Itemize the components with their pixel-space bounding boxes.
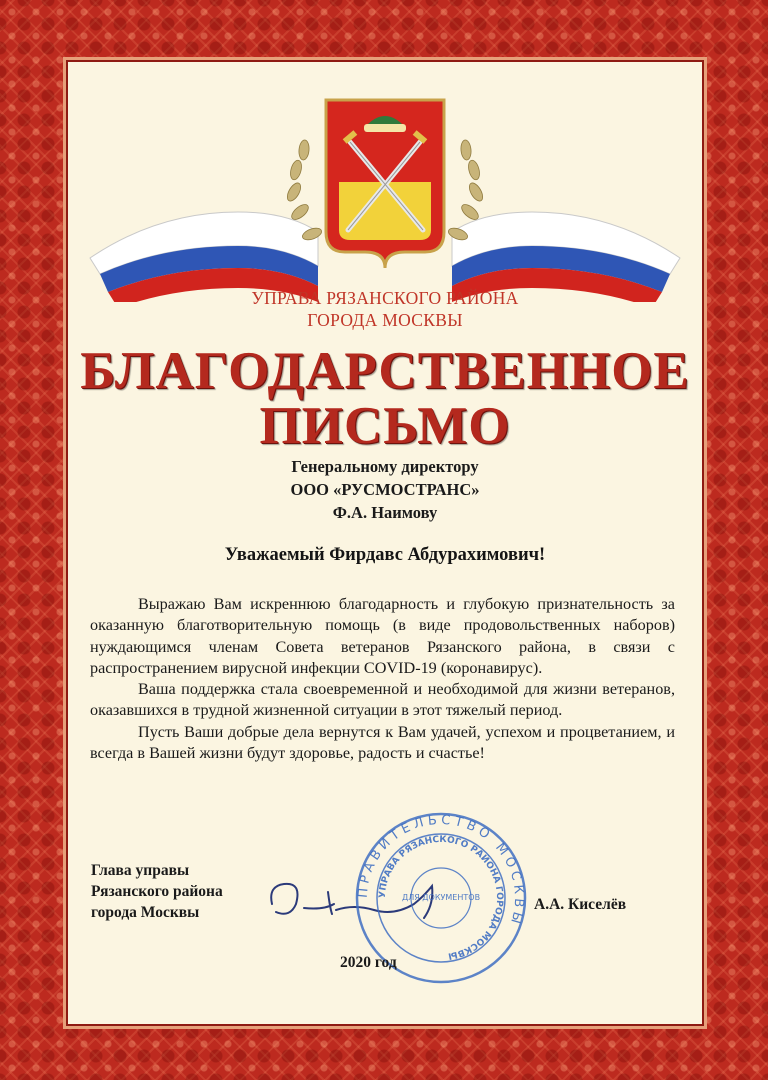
signatory-title-line-3: города Москвы <box>91 904 200 921</box>
signatory-title <box>91 860 223 923</box>
stamp-center-text: ДЛЯ ДОКУМЕНТОВ <box>401 893 481 902</box>
document-title-line-2: ПИСЬМО <box>259 397 511 455</box>
signatory-title-line-1: Глава управы <box>91 862 190 879</box>
addressee-company: ООО «РУСМОСТРАНС» <box>290 480 480 499</box>
greeting: Уважаемый Фирдавс Абдурахимович! <box>224 545 546 565</box>
coat-of-arms-with-flag-ribbon <box>68 62 702 302</box>
stamp-inner-text: УПРАВА РЯЗАНСКОГО РАЙОНА ГОРОДА МОСКВЫ <box>377 834 505 961</box>
organization-line-1: УПРАВА РЯЗАНСКОГО РАЙОНА <box>251 288 519 308</box>
document-title-line-1: БЛАГОДАРСТВЕННОЕ <box>80 342 690 400</box>
certificate-paper <box>68 62 702 1024</box>
body-paragraph-2: Ваша поддержка стала своевременной и необходимой для жизни ветеранов, оказавшихся в трудной жизненной ситуации в этот тяжелый период. <box>90 680 675 720</box>
body-paragraph-1: Выражаю Вам искреннюю благодарность и глубокую признательность за оказанную благотворительную помощь (в виде продовольственных наборов) нуждающимся членам Совета ветеранов Рязанского района, в связи с распространением вирусной инфекции COVID-19 (коронавирус). <box>90 595 675 677</box>
addressee-name: Ф.А. Наимову <box>332 503 438 522</box>
letter-year: 2020 год <box>340 954 397 971</box>
stamp-outer-text: ПРАВИТЕЛЬСТВО МОСКВЫ <box>355 812 527 929</box>
body-paragraph-3: Пусть Ваши добрые дела вернутся к Вам удачей, успехом и процветанием, и всегда в Вашей жизни будут здоровье, радость и счастье! <box>90 722 675 763</box>
organization-line-2: ГОРОДА МОСКВЫ <box>307 310 463 330</box>
letter-body <box>90 594 675 764</box>
addressee-position: Генеральному директору <box>291 457 479 476</box>
signatory-name: А.А. Киселёв <box>534 896 627 913</box>
signatory-title-line-2: Рязанского района <box>91 883 223 900</box>
